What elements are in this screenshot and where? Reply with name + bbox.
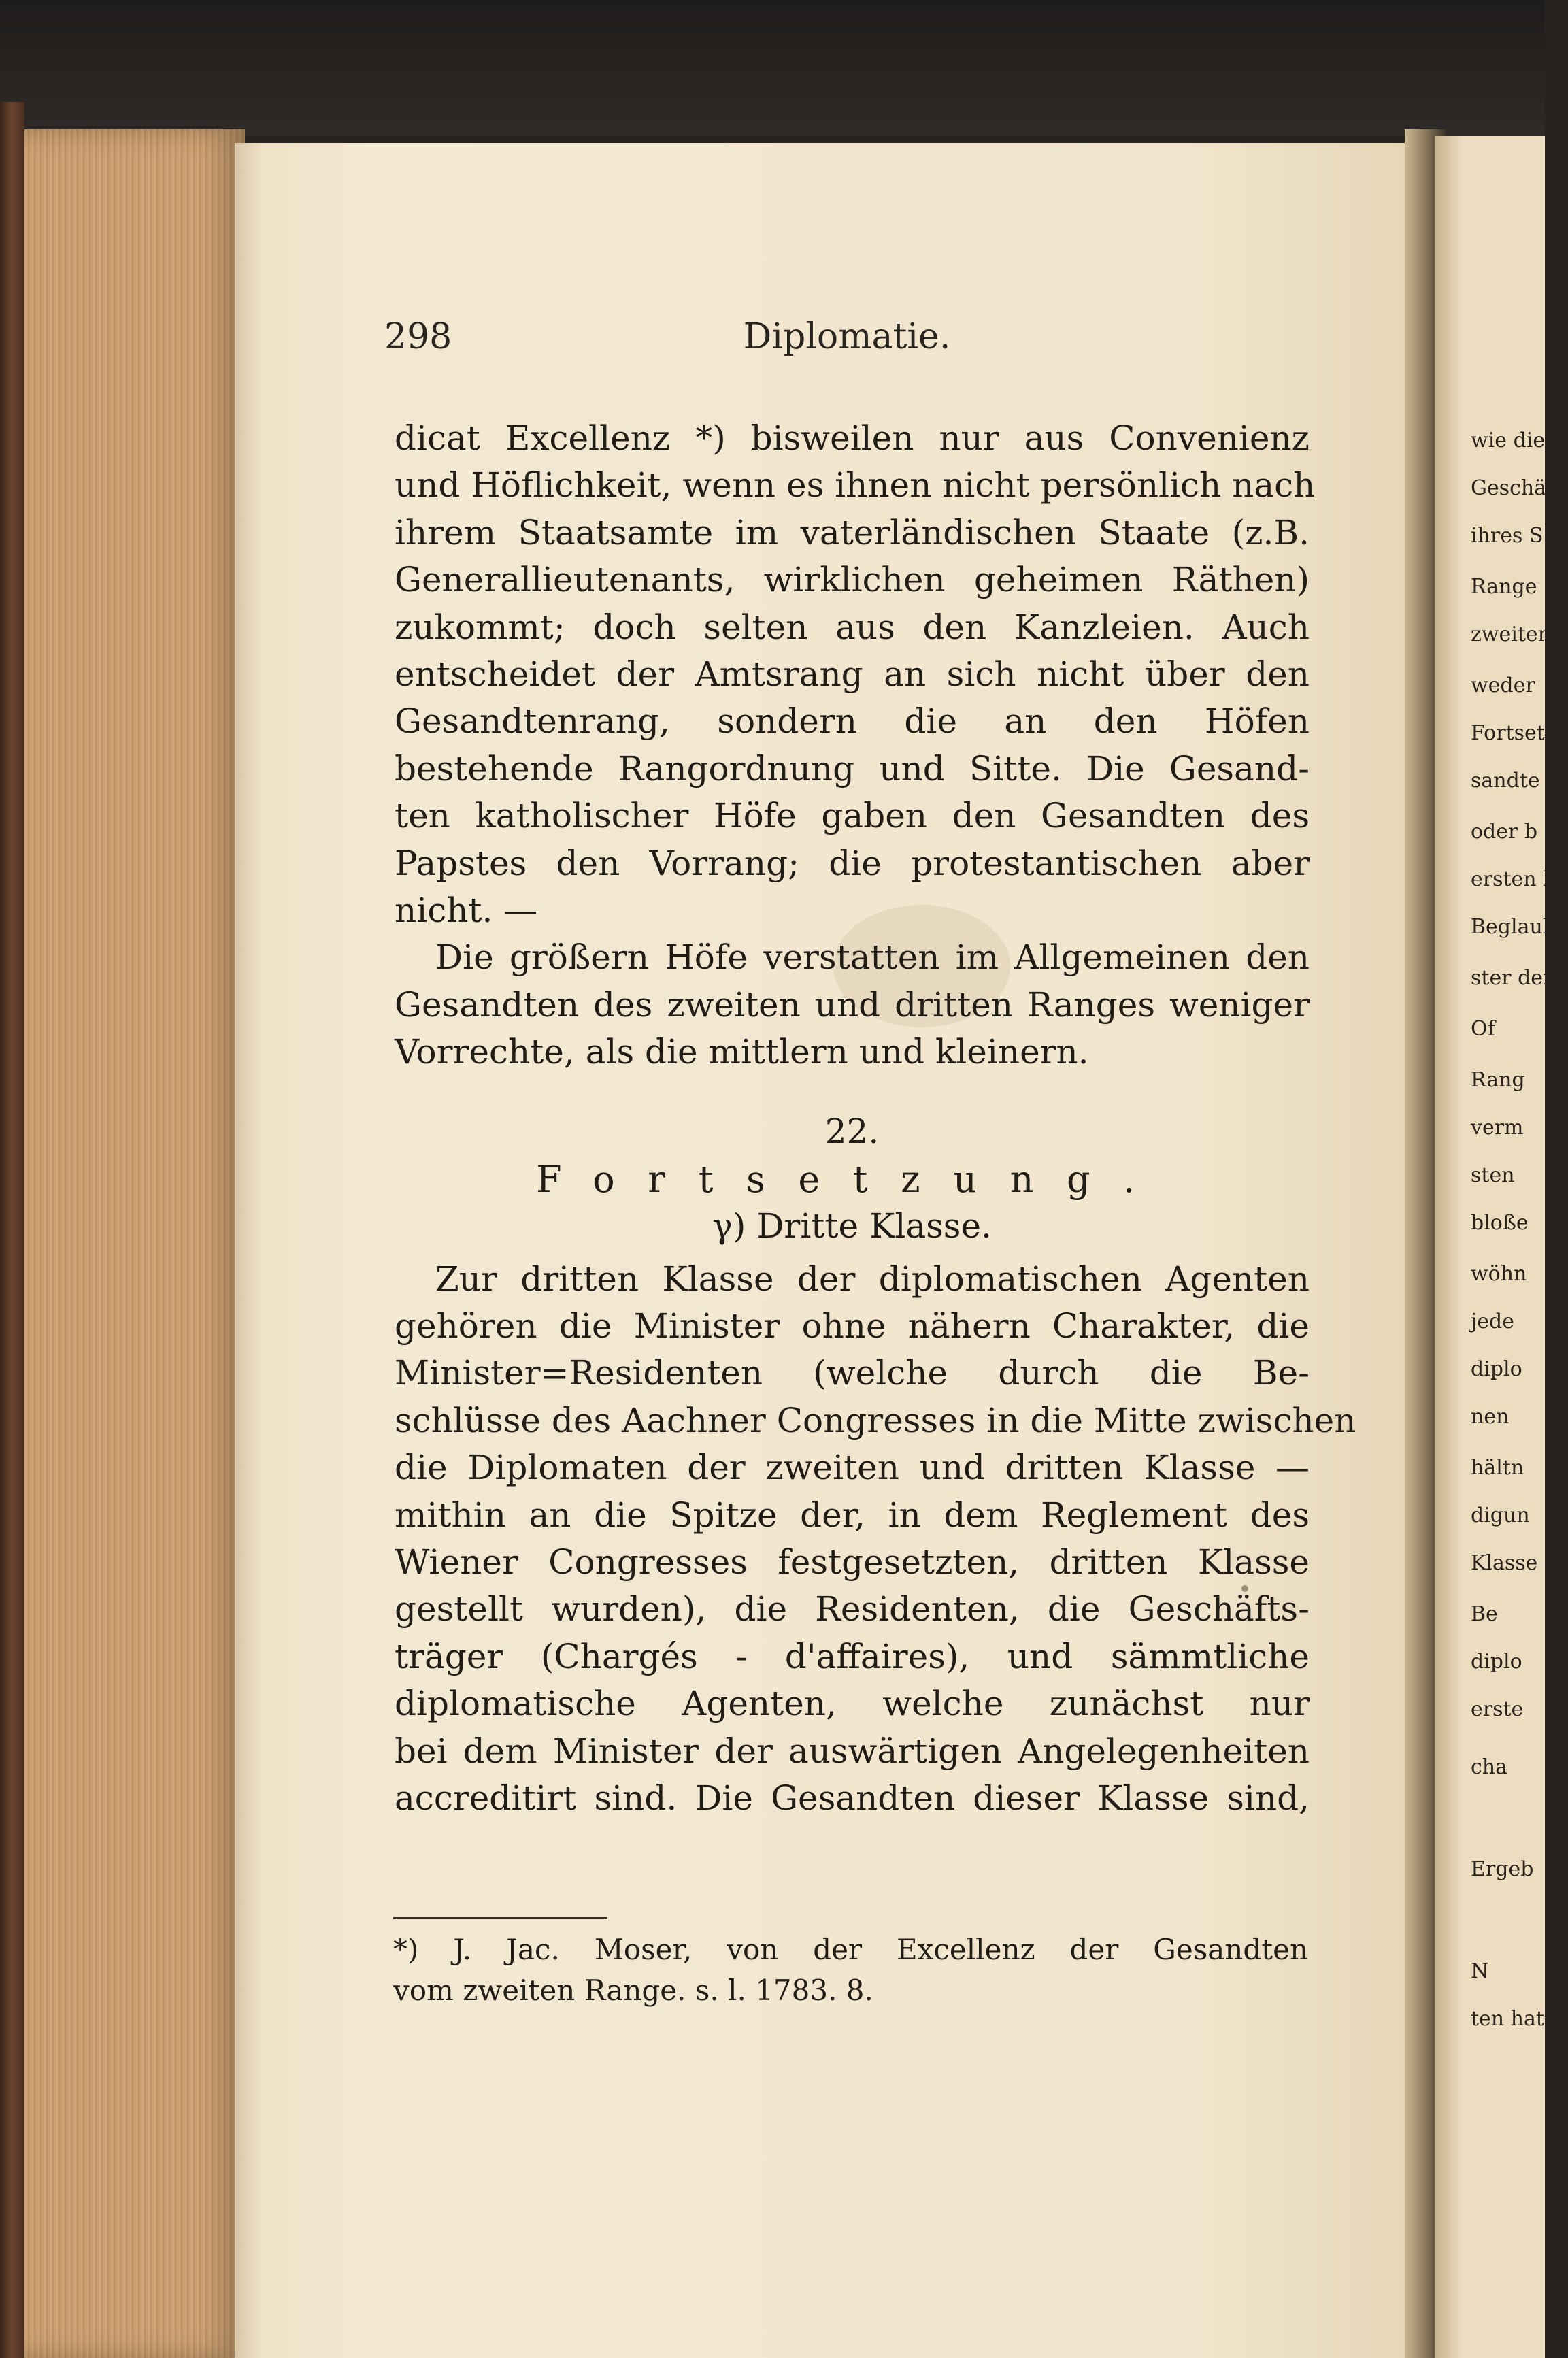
text-line: dicat Excellenz *) bisweilen nur aus Convenienz [395, 418, 1310, 458]
facing-page-fragment: weder [1471, 674, 1535, 697]
text-line: Vorrechte, als die mittlern und kleinern. [395, 1032, 1089, 1072]
facing-page-fragment: Klasse [1471, 1551, 1538, 1575]
facing-page-fragment: Range [1471, 575, 1537, 599]
facing-page-fragment: diplo [1471, 1650, 1522, 1674]
paragraph-continuation [395, 415, 1316, 934]
page-body [395, 415, 1356, 1822]
facing-page-fragment: Fortsetz [1471, 721, 1556, 745]
facing-page-fragment: cha [1471, 1755, 1508, 1779]
book-spine [0, 102, 24, 2358]
text-line: nicht. — [395, 890, 538, 930]
text-line: Gesandtenrang, sondern die an den Höfen [395, 701, 1310, 742]
text-line: die Diplomaten der zweiten und dritten Klasse — [395, 1448, 1310, 1488]
text-line: mithin an die Spitze der, in dem Reglement des [395, 1495, 1310, 1535]
text-line: zukommt; doch selten aus den Kanzleien. Auch [395, 607, 1310, 647]
facing-page-fragment: N [1471, 1959, 1489, 1983]
text-line: Wiener Congresses festgesetzten, dritten Klasse [395, 1542, 1310, 1582]
footnote-rule [393, 1917, 607, 1919]
running-title: Diplomatie. [743, 316, 951, 357]
text-line: accreditirt sind. Die Gesandten dieser Klasse sind, [395, 1778, 1310, 1818]
text-line: und Höflichkeit, wenn es ihnen nicht persönlich nach [395, 465, 1316, 505]
text-line: bestehende Rangordnung und Sitte. Die Gesand- [395, 748, 1310, 788]
text-line: entscheidet der Amtsrang an sich nicht über den [395, 654, 1310, 694]
text-line: gehören die Minister ohne nähern Charakter, die [395, 1306, 1310, 1346]
page-header [384, 316, 1310, 364]
facing-page-fragment: Of [1471, 1017, 1495, 1041]
section-number: 22. [824, 1112, 880, 1152]
facing-page-fragment: ersten be [1471, 867, 1568, 891]
facing-page-fragment: zweiten [1471, 622, 1551, 646]
page-edges [0, 129, 245, 2358]
facing-page-fragment: erste [1471, 1697, 1524, 1721]
text-line: Minister=Residenten (welche durch die Be- [395, 1353, 1310, 1393]
facing-page-fragment: nen [1471, 1405, 1509, 1429]
paragraph-third-class [395, 1256, 1356, 1823]
facing-page-fragment: wöhn [1471, 1262, 1527, 1286]
paragraph-courts [395, 934, 1310, 1076]
section-title: Fortsetzung. [536, 1157, 1168, 1201]
footnote-line: *) J. Jac. Moser, von der Excellenz der Gesandten [393, 1933, 1308, 1966]
facing-page-fragment: oder b [1471, 820, 1538, 844]
text-line: Gesandten des zweiten und dritten Ranges weniger [395, 984, 1310, 1025]
facing-page-fragment: sten [1471, 1163, 1515, 1187]
facing-page-fragment: Beglaub [1471, 915, 1556, 939]
facing-page-fragment: verm [1471, 1116, 1524, 1140]
section-subtitle: γ) Dritte Klasse. [712, 1206, 992, 1246]
facing-page-fragment: diplo [1471, 1357, 1522, 1381]
text-line: bei dem Minister der auswärtigen Angelegenheiten [395, 1731, 1310, 1771]
facing-page-fragment: ten hat [1471, 2007, 1544, 2031]
text-line: Papstes den Vorrang; die protestantischen aber [395, 843, 1310, 883]
facing-page-fragment: digun [1471, 1504, 1530, 1527]
facing-page [1435, 136, 1568, 2358]
facing-page-fragment: bloße [1471, 1211, 1529, 1235]
facing-page-fragment: Geschäft [1471, 476, 1563, 500]
text-line: diplomatische Agenten, welche zunächst nur [395, 1684, 1310, 1724]
footnote [393, 1929, 1308, 2011]
footnote-line: vom zweiten Range. s. l. 1783. 8. [393, 1974, 873, 2007]
facing-page-fragment: Ergeb [1471, 1857, 1534, 1881]
text-line: ihrem Staatsamte im vaterländischen Staate (z.B. [395, 512, 1310, 552]
text-line: Die größern Höfe verstatten im Allgemeinen den [435, 937, 1310, 978]
text-line: träger (Chargés - d'affaires), und sämmtliche [395, 1636, 1310, 1676]
text-line: Generallieutenants, wirklichen geheimen Räthen) [395, 560, 1310, 600]
facing-page-fragment: wie die [1471, 429, 1546, 452]
facing-page-fragment: ster der [1471, 966, 1553, 990]
background-cloth [0, 0, 1545, 136]
text-line: ten katholischer Höfe gaben den Gesandten des [395, 796, 1310, 836]
facing-page-fragment: Be [1471, 1602, 1498, 1626]
page-number: 298 [384, 316, 452, 357]
facing-page-fragment: sandte [1471, 769, 1540, 793]
text-line: Zur dritten Klasse der diplomatischen Agenten [435, 1259, 1310, 1299]
facing-page-fragment: jede [1471, 1310, 1515, 1333]
facing-page-fragment: ihres S [1471, 524, 1544, 548]
text-line: schlüsse des Aachner Congresses in die Mitte zwischen [395, 1400, 1356, 1440]
facing-page-fragment: Rang [1471, 1068, 1525, 1092]
facing-page-fragment: hältn [1471, 1456, 1524, 1480]
text-line: gestellt wurden), die Residenten, die Geschäfts- [395, 1589, 1310, 1629]
